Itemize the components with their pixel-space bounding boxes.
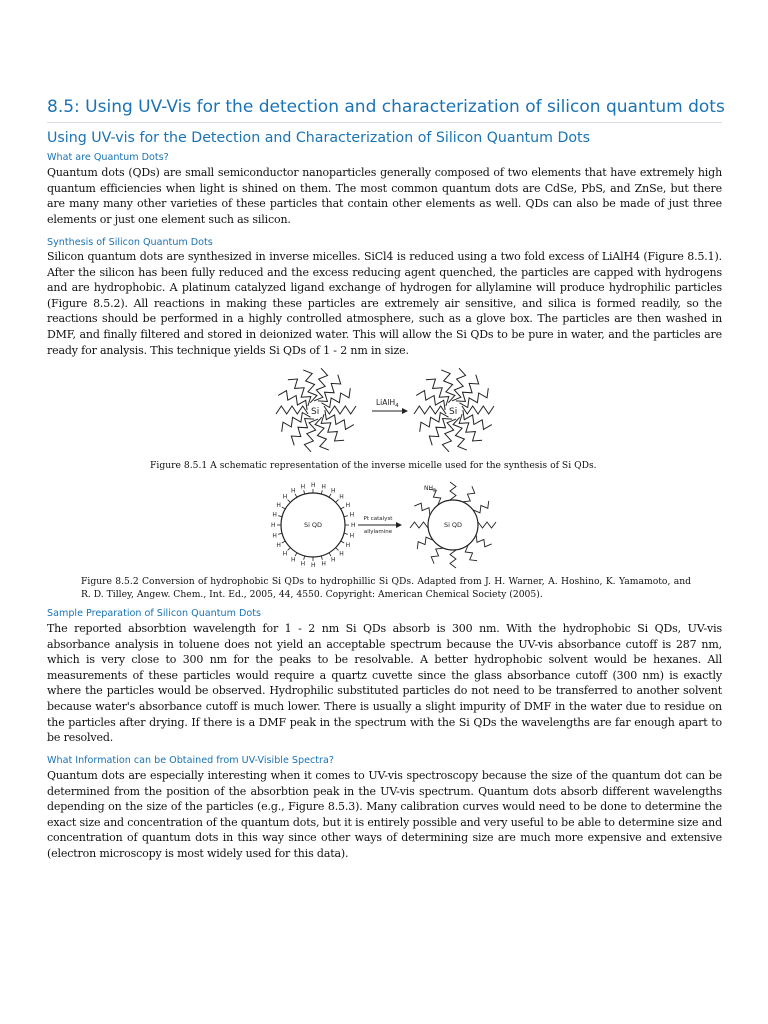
allylamine-chain xyxy=(473,501,489,513)
reagent-label-subscript: 4 xyxy=(395,403,399,409)
heading-what-are-quantum-dots: What are Quantum Dots? xyxy=(47,152,169,163)
hydrogen-atom-label: H xyxy=(272,532,277,540)
allylamine-label: allylamine xyxy=(363,529,393,535)
si-h-bond xyxy=(282,541,285,543)
si-h-bond xyxy=(344,533,348,534)
si-core-left-label: Si xyxy=(311,407,320,417)
reagent-label-text: LiAlH xyxy=(376,398,396,407)
si-h-bond xyxy=(336,500,339,503)
hydrogen-atom-label: H xyxy=(321,483,326,491)
hydrogen-atom-label: H xyxy=(339,493,344,501)
surfactant-chain xyxy=(459,414,482,441)
allylamine-chain xyxy=(478,522,496,528)
hydrogen-atom-label: H xyxy=(321,560,326,568)
surfactant-chain xyxy=(288,379,311,406)
allylamine-chain xyxy=(417,537,433,549)
hydrogen-atom-label: H xyxy=(282,493,288,501)
heading-synthesis: Synthesis of Silicon Quantum Dots xyxy=(47,237,213,248)
paragraph-synthesis: Silicon quantum dots are synthesized in inverse micelles. SiCl4 is reduced using a two fold excess of LiAlH4 (Figure 8.5.1). After the silicon has been fully reduced and the excess reducing agent quenched, the particles are capped with hydrogens and are hydrophobic. A platinum catalyzed ligand exchange of hydrogen for allylamine will produce hydrophilic particles (Figure 8.5.2). All reactions in making these particles are extremely air sensitive, and silica is formed readily, so the reactions should be performed in a highly controlled atmosphere, such as a glove box. The particles are then washed in DMF, and finally filtered and stored in deionized water. This will allow the Si QDs to be pure in water, and the particles are ready for analysis. This technique yields Si QDs of 1 - 2 nm in size. xyxy=(47,250,722,357)
si-h-bond xyxy=(288,500,291,503)
si-h-bond xyxy=(288,548,291,551)
reagent-label xyxy=(376,398,399,409)
si-h-bond xyxy=(278,533,282,534)
allylamine-chain xyxy=(431,548,443,564)
si-core-right-label: Si xyxy=(449,407,458,417)
figure-inverse-micelle xyxy=(266,364,498,457)
hydrogen-atom-label: H xyxy=(291,487,296,495)
hydrogen-atom-label: H xyxy=(272,511,277,519)
figure-inverse-micelle-svg xyxy=(266,364,498,457)
surfactant-chain xyxy=(321,414,344,441)
si-qd-right-label: Si QD xyxy=(443,521,463,529)
hydrogen-atom-label: H xyxy=(345,502,351,509)
hydrogen-atom-label: H xyxy=(300,483,306,491)
allylamine-chain xyxy=(463,486,475,502)
hydrogen-atom-label: H xyxy=(271,522,276,529)
si-h-bond xyxy=(321,490,322,494)
si-h-bond xyxy=(304,556,305,560)
si-h-bond xyxy=(321,556,322,560)
allylamine-chain xyxy=(450,550,456,568)
heading-sample-preparation: Sample Preparation of Silicon Quantum Dots xyxy=(47,608,261,619)
si-h-bond xyxy=(344,516,348,517)
hydrogen-atom-label: H xyxy=(331,487,336,495)
hydrogen-atom-label: H xyxy=(349,511,355,519)
hydrogen-atom-label: H xyxy=(276,542,281,549)
paragraph-uv-vis-information: Quantum dots are especially interesting when it comes to UV-vis spectroscopy because the size of the quantum dot can be determined from the position of the absorbtion peak in the UV-vis spectrum. Quantum dots absorb different wavelengths depending on the size of the particles (e.g., Figure 8.5.3). Many calibration curves would need to be done to determine the exact size and concentration of the quantum dots, but it is entirely possible and very useful to be able to determine size and concentration of quantum dots in this way since other ways of determining size are much more expensive and extensive (electron microscopy is most widely used for this data). xyxy=(47,769,722,860)
hydrogen-atom-label: H xyxy=(311,562,316,569)
heading-uv-vis-information: What Information can be Obtained from UV-Visible Spectra? xyxy=(47,755,334,766)
paragraph-sample-preparation: The reported absorbtion wavelength for 1 - 2 nm Si QDs absorb is 300 nm. With the hydrophobic Si QDs, UV-vis absorbance analysis in toluene does not yield an acceptable spectrum because the UV-vis absorbance cutoff is 287 nm, which is very close to 300 nm for the peaks to be resolvable. A better hydrophobic solvent would be hexanes. All measurements of these particles would require a quartz cuvette since the glass absorbance cutoff (300 nm) is exactly where the particles would be observed. Hydrophilic substituted particles do not need to be transferred to another solvent because water's absorbance cutoff is much lower. There is usually a slight impurity of DMF in the water due to residue on the particles after drying. If there is a DMF peak in the spectrum with the Si QDs the wavelengths are far enough apart to be resolved. xyxy=(47,622,722,745)
hydrogen-atom-label: H xyxy=(331,556,336,564)
hydrogen-atom-label: H xyxy=(345,542,351,549)
paragraph-quantum-dots: Quantum dots (QDs) are small semiconductor nanoparticles generally composed of two elements that have extremely high quantum efficiencies when light is shined on them. The most common quantum dots are CdSe, PbS, and ZnSe, but there are many many other varieties of these particles that contain other elements as well. QDs can also be made of just three elements or just one element such as silicon. xyxy=(47,166,722,226)
figure-conversion-svg xyxy=(268,480,498,570)
section-title: Using UV-vis for the Detection and Characterization of Silicon Quantum Dots xyxy=(47,130,591,146)
allylamine-chain xyxy=(450,482,456,500)
si-h-bond xyxy=(278,516,282,517)
allylamine-chain xyxy=(476,535,492,547)
si-h-bond xyxy=(341,541,344,543)
page-title: 8.5: Using UV-Vis for the detection and characterization of silicon quantum dots xyxy=(47,97,722,123)
allylamine-chain xyxy=(465,545,477,561)
figure-8-5-2-caption: Figure 8.5.2 Conversion of hydrophobic Si QDs to hydrophillic Si QDs. Adapted from J. H. Warner, A. Hoshino, K. Yamamoto, and R. D. Tilley, Angew. Chem., Int. Ed., 2005, 44, 4550. Copyright: American Chemical Society (2005). xyxy=(81,576,691,600)
conversion-arrow-head xyxy=(396,522,402,528)
allylamine-chain xyxy=(410,522,428,528)
si-h-bond xyxy=(282,507,285,509)
reaction-arrow-head xyxy=(402,408,408,414)
si-h-bond xyxy=(304,490,305,494)
hydrogen-atom-label: H xyxy=(311,482,316,489)
hydrogen-atom-label: H xyxy=(291,556,296,564)
allylamine-chain xyxy=(414,503,430,515)
hydrogen-atom-label: H xyxy=(282,550,288,558)
hydrogen-atom-label: H xyxy=(351,522,356,529)
amine-label xyxy=(424,485,436,494)
amine-label-text: NH xyxy=(424,485,433,492)
si-qd-left-label: Si QD xyxy=(303,521,323,529)
surfactant-chain xyxy=(426,379,449,406)
si-h-bond xyxy=(336,548,339,551)
pt-catalyst-label: Pt catalyst xyxy=(363,516,393,522)
amine-label-subscript: 2 xyxy=(433,488,436,494)
si-h-bond xyxy=(341,507,344,509)
hydrogen-atom-label: H xyxy=(300,560,306,568)
figure-hydrophobic-to-hydrophilic xyxy=(268,480,498,570)
hydrogen-atom-label: H xyxy=(339,550,344,558)
hydrogen-atom-label: H xyxy=(349,532,355,540)
figure-8-5-1-caption: Figure 8.5.1 A schematic representation of the inverse micelle used for the synthesis of Si QDs. xyxy=(150,460,597,471)
hydrogen-atom-label: H xyxy=(276,502,281,509)
